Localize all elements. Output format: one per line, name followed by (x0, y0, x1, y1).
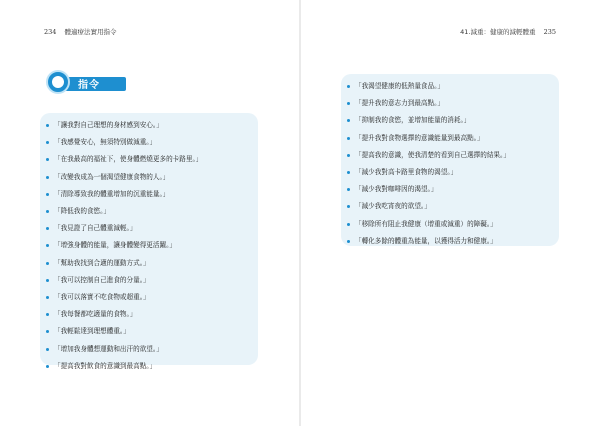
command-item: 「降低我的食慾。」 (46, 203, 258, 220)
badge-label: 指令 (78, 80, 100, 91)
command-item: 「我渴望健康的低熱量食品。」 (347, 78, 559, 95)
left-command-panel (40, 113, 258, 370)
command-item: 「提高我的意識，使我清楚的看到自己選擇的結果。」 (347, 147, 559, 164)
left-page-header (44, 27, 117, 36)
command-item: 「抑制我的食慾，並增加能量的消耗。」 (347, 112, 559, 129)
command-item: 「讓我對自己理想的身材感到安心。」 (46, 117, 258, 134)
badge-circle-icon (46, 70, 70, 94)
command-item: 「我見證了自己體重減輕。」 (46, 220, 258, 237)
section-badge (46, 70, 124, 96)
left-book-title: 體適療法實用指令 (64, 28, 117, 36)
command-item: 「減少我對咖啡因的渴望。」 (347, 181, 559, 198)
right-command-panel (341, 74, 559, 246)
right-page-number: 235 (543, 28, 556, 36)
command-item: 「我輕鬆達到理想體重。」 (46, 323, 258, 340)
command-item: 「提高我對飲食的意識到最高點。」 (46, 358, 258, 375)
left-command-list (46, 117, 258, 375)
command-item: 「我感覺安心，無須特別做減重。」 (46, 134, 258, 151)
command-item: 「我可以控制自己進食的分量。」 (46, 272, 258, 289)
command-item: 「移除所有阻止我健康（增重或減重）的障礙。」 (347, 216, 559, 233)
command-item: 「改變我成為一個渴望健康食物的人。」 (46, 169, 258, 186)
command-item: 「我每餐都吃適量的食物。」 (46, 306, 258, 323)
command-item: 「減少我對高卡路里食物的渴望。」 (347, 164, 559, 181)
book-gutter (299, 0, 301, 426)
command-item: 「增加我身體想運動和出汗的欲望。」 (46, 341, 258, 358)
right-chapter-title: 41.減重：健康的減輕體重 (460, 28, 536, 36)
left-page-number: 234 (44, 28, 57, 36)
command-item: 「增強身體的能量，讓身體變得更活躍。」 (46, 237, 258, 254)
command-item: 「減少我吃宵夜的欲望。」 (347, 198, 559, 215)
command-item: 「我可以落實不吃食物或超重。」 (46, 289, 258, 306)
command-item: 「清除導致我的體重增加的沉重能量。」 (46, 186, 258, 203)
command-item: 「提升我的意志力到最高點。」 (347, 95, 559, 112)
right-page-header (460, 27, 556, 36)
command-item: 「在我最高的福祉下，使身體燃燒更多的卡路里。」 (46, 151, 258, 168)
command-item: 「轉化多餘的體重為能量，以獲得活力和健康。」 (347, 233, 559, 250)
command-item: 「提升我對食物選擇的意識能量到最高點。」 (347, 130, 559, 147)
command-item: 「幫助我找到合適的運動方式。」 (46, 255, 258, 272)
right-command-list (347, 78, 559, 250)
